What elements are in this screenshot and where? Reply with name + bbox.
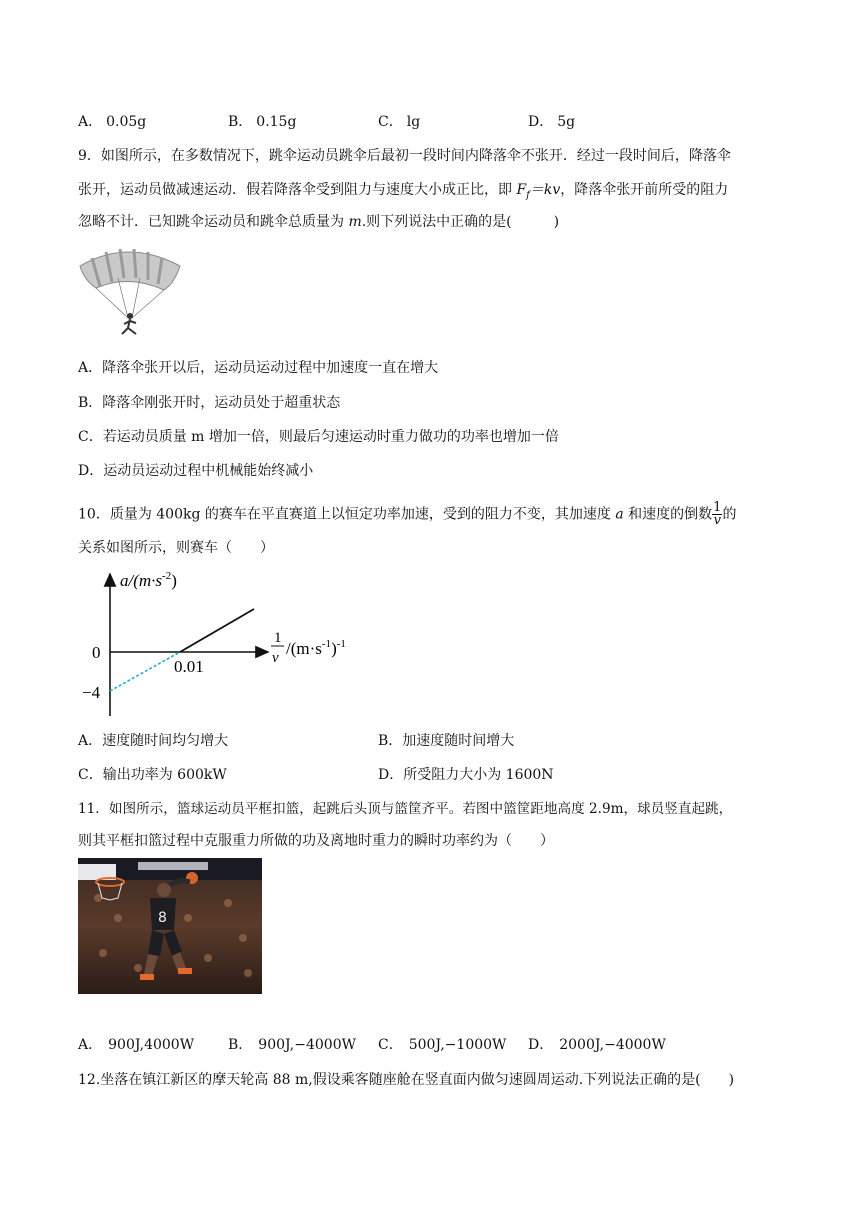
q11-option-a <box>78 1035 194 1055</box>
q11-option-c-text: 500J,−1000W <box>408 1037 507 1053</box>
q8-option-c-letter: C． <box>378 114 403 130</box>
q11-option-b-text: 900J,−4000W <box>258 1037 357 1053</box>
q8-option-d-letter: D． <box>528 114 554 130</box>
q10-graph-x-label: $/(m\cdot s^{-1})^{-1}$ <box>286 638 346 658</box>
svg-text:8: 8 <box>158 910 167 926</box>
q9-line2-text-a: 张开，运动员做减速运动．假若降落伞受到阻力与速度大小成正比，即 <box>78 182 517 198</box>
q10-option-a: A．速度随时间均匀增大 <box>78 733 229 749</box>
q10-accel-symbol: a <box>615 506 624 523</box>
q10-graph-x-frac-denominator: v <box>272 650 279 666</box>
q11-option-c <box>378 1035 506 1055</box>
q9-option-a: A．降落伞张开以后，运动员运动过程中加速度一直在增大 <box>78 360 439 376</box>
q8-option-b-letter: B． <box>228 114 253 130</box>
q9-formula-rest: ＝kv <box>529 182 561 198</box>
q8-option-b <box>228 112 296 132</box>
q9-line2 <box>78 180 728 206</box>
q10-line1-text-b: 和速度的倒数 <box>623 506 713 523</box>
q11-option-d-letter: D． <box>528 1037 554 1053</box>
q11-option-b-letter: B． <box>228 1037 253 1053</box>
q10-graph-dashed-line <box>110 652 180 691</box>
q11-option-c-letter: C． <box>378 1037 403 1053</box>
q11-line2: 则其平框扣篮过程中克服重力所做的功及离地时重力的瞬时功率约为（ ） <box>78 833 554 849</box>
q10-graph-y-tick-label: −4 <box>82 683 101 702</box>
q9-line1: 9．如图所示，在多数情况下，跳伞运动员跳伞后最初一段时间内降落伞不张开．经过一段时间后，降落伞 <box>78 148 731 164</box>
q11-option-b <box>228 1035 356 1055</box>
q8-option-a-text: 0.05g <box>106 114 147 130</box>
q10-graph-solid-line <box>180 609 254 652</box>
q9-option-c: C．若运动员质量 m 增加一倍，则最后匀速运动时重力做功的功率也增加一倍 <box>78 429 559 445</box>
q8-option-c <box>378 112 420 132</box>
q10-graph-x-frac-numerator: 1 <box>274 630 282 646</box>
q9-line3 <box>78 212 559 232</box>
basketball-dunk-photo <box>78 858 262 994</box>
q11-line1: 11．如图所示，篮球运动员平框扣篮，起跳后头顶与篮筐齐平。若图中篮筐距地高度 2.9m，球员竖直起跳， <box>78 801 733 817</box>
q10-frac-denominator: v <box>713 513 721 528</box>
q9-mass-symbol: m <box>348 214 362 230</box>
q12-line1: 12.坐落在镇江新区的摩天轮高 88 m,假设乘客随座舱在竖直面内做匀速圆周运动.下列说法正确的是( ) <box>78 1072 735 1088</box>
q8-option-d <box>528 112 575 132</box>
q10-frac-numerator: 1 <box>713 500 722 515</box>
q9-formula-F: F <box>516 182 527 198</box>
q10-option-b: B．加速度随时间增大 <box>378 733 515 749</box>
q10-line1-text-c: 的 <box>722 506 737 523</box>
q8-option-c-text: lg <box>406 114 421 130</box>
q10-graph-x-tick-label: 0.01 <box>174 657 204 676</box>
q9-line3-text-a: 忽略不计．已知跳伞运动员和跳伞总质量为 <box>78 214 349 230</box>
q11-option-d-text: 2000J,−4000W <box>559 1037 666 1053</box>
q9-formula-sub: f <box>526 189 530 201</box>
q10-option-d: D．所受阻力大小为 1600N <box>378 767 554 783</box>
q10-graph-origin-label: 0 <box>92 643 101 662</box>
q10-inverse-velocity-fraction <box>712 502 722 527</box>
q11-option-a-text: 900J,4000W <box>108 1037 195 1053</box>
q8-option-b-text: 0.15g <box>256 114 297 130</box>
q8-option-a-letter: A． <box>78 114 103 130</box>
q8-option-a <box>78 112 146 132</box>
q10-line2: 关系如图所示，则赛车（ ） <box>78 540 274 556</box>
q11-option-d <box>528 1035 666 1055</box>
q8-option-d-text: 5g <box>557 114 576 130</box>
q11-option-a-letter: A． <box>78 1037 103 1053</box>
q10-option-c: C．输出功率为 600kW <box>78 767 227 783</box>
q9-option-d: D．运动员运动过程中机械能始终减小 <box>78 463 314 479</box>
q9-line2-text-b: ，降落伞张开前所受的阻力 <box>560 182 729 198</box>
q9-line3-text-b: .则下列说法中正确的是( ) <box>361 214 560 230</box>
q9-option-b: B．降落伞刚张开时，运动员处于超重状态 <box>78 395 341 411</box>
q10-graph-y-label: $a/(m\cdot s^{-2})$ <box>120 570 177 590</box>
q10-line1 <box>78 502 736 527</box>
parachute-image <box>78 244 182 338</box>
q10-line1-text-a: 10．质量为 400kg 的赛车在平直赛道上以恒定功率加速，受到的阻力不变，其加速度 <box>78 506 616 523</box>
q10-acceleration-graph <box>78 566 378 720</box>
